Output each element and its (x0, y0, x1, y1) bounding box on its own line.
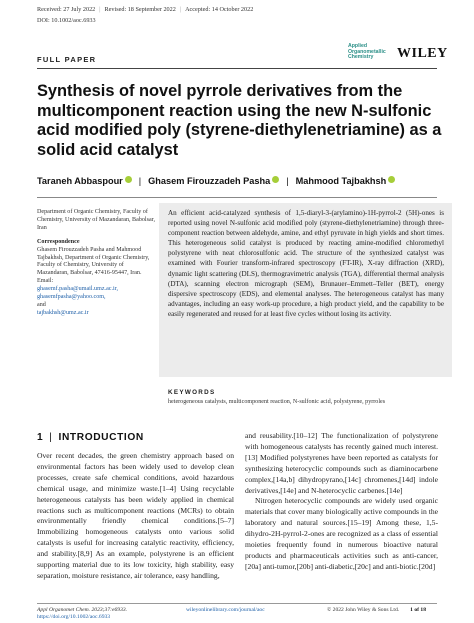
citation-url[interactable]: https://doi.org/10.1002/aoc.6933 (37, 614, 111, 620)
journal-logo: Applied Organometallic Chemistry (348, 43, 386, 61)
author-separator: | (138, 176, 142, 186)
footer-rule (37, 603, 437, 604)
email-label: Email: (37, 278, 54, 285)
date-separator: | (99, 6, 101, 13)
header-rule (37, 68, 437, 69)
journal-website-link[interactable]: wileyonlinelibrary.com/journal/aoc (186, 607, 265, 613)
date-separator: | (179, 6, 182, 13)
intro-paragraph: Nitrogen heterocyclic compounds are widely used organic materials that cover many biologically active compounds in the laboratory and natural sources.[15–19] Among these, 1,5-dihydro-2H-pyrrol-2-ones are recognized as a class of essential moieties frequently found in numerous bioactive natural products and pharmaceuticals activities such as anti-cancer,[20a] anti-tumor,[20b] anti-diabetic,[20c] and anti-biotic.[20d] (245, 496, 438, 571)
email-block (37, 278, 155, 318)
intro-column-right (245, 431, 438, 573)
received-date: Received: 27 July 2022 (37, 6, 96, 13)
author-name: Ghasem Firouzzadeh Pasha (148, 176, 271, 186)
intro-column-left: Over recent decades, the green chemistry approach based on environmental factors has been widely used to develop clean processes, create safe chemical conditions, avoid hazardous chemical usage, and minimize waste.[1–4] Using recyclable heterogeneous catalysts has been widely applied in chemical reactions such as multicomponent reactions (MCRs) to obtain environmentally friendly chemical conditions.[5–7] Immobilizing homogeneous catalysts onto various solid catalysts is useful for increasing catalytic reactivity, efficiency, and stability.[8,9] As an example, polystyrene is an efficient supporting material due to its low toxicity, high stability, easy separation, moisture resistance, air tolerance, easy handling, (37, 451, 234, 580)
orcid-icon[interactable] (125, 176, 132, 183)
email-and: and (37, 301, 46, 308)
publisher-logo: WILEY (397, 46, 448, 61)
affiliation-block (37, 209, 155, 318)
footer-citation (37, 607, 127, 621)
abstract-box (159, 203, 452, 377)
section-number: 1 (37, 432, 44, 443)
email-link[interactable]: ghasemfpasha@yahoo.com, (37, 294, 106, 301)
author-name: Taraneh Abbaspour (37, 176, 123, 186)
section-title: INTRODUCTION (58, 432, 144, 443)
footer-right (327, 607, 426, 613)
orcid-icon[interactable] (388, 176, 395, 183)
article-dates (37, 6, 253, 13)
keywords-text: heterogeneous catalysts, multicomponent reaction, N-sulfonic acid, polystyrene, pyrroles (168, 399, 386, 405)
author-name: Mahmood Tajbakhsh (295, 176, 387, 186)
revised-date: Revised: 18 September 2022 (104, 6, 176, 13)
citation-text: Appl Organomet Chem. 2023;37:e6933. (37, 607, 128, 613)
article-title: Synthesis of novel pyrrole derivatives from the multicomponent reaction using the new N-sulfonic acid modified poly (styrene-diethylenetriamine) as a solid acid catalyst (37, 82, 442, 159)
author-list (37, 176, 457, 186)
intro-paragraph: and reusability.[10–12] The functionalization of polystyrene with homogeneous catalysts has recently gained much interest.[13] Modified polystyrenes have been reported as catalysts for synthesizing heterocyclic compounds such as diaminocarbene complex,[14a,b] dihydropyrano,[14c] chromenes,[14d] indole derivatives,[14e] and N-heterocyclic carbenes.[14e] (245, 431, 438, 495)
correspondence-label: Correspondence (37, 238, 80, 245)
email-link[interactable]: tajbakhsh@umz.ac.ir (37, 309, 89, 316)
orcid-icon[interactable] (272, 176, 279, 183)
author-separator: | (286, 176, 289, 186)
accepted-date: Accepted: 14 October 2022 (185, 6, 254, 13)
abstract-text: An efficient acid-catalyzed synthesis of 1,5-diaryl-3-(arylamino)-1H-pyrrol-2 (5H)-ones is reported using novel N-sulfonic acid modified poly (styrene-diethylenetriamine) through three-component reaction between aldehyde, amine, and ethyl pyruvate in high yields and short times. This heterogeneous solid catalyst is produced by reacting amine-modified chloromethyl polystyrene with neat chlorosulfonic acid. The structure of the synthesized catalyst was examined with Fourier transform-infrared spectroscopy (FT-IR), X-ray diffraction (XRD), dynamic light scattering (DLS), thermogravimetric analysis (TGA), differential thermal analysis (DTA), scanning electron micrograph (SEM), Brunauer–Emmett–Teller (BET), energy dispersive spectroscopy (EDS), and elemental analyses. The heterogeneous catalyst has many advantages, including an easy work-up procedure, a high product yield, and the capability to be easily regenerated and reused for at least five cycles without losing its activity. (168, 209, 444, 318)
section-heading (37, 432, 144, 443)
correspondence-text: Ghasem Firouzzadeh Pasha and Mahmood Tajbakhsh, Department of Organic Chemistry, Faculty of Chemistry, University of Mazandaran, Babolsar, 47416-95447, Iran. (37, 246, 150, 277)
page-number: 1 of 18 (410, 607, 426, 613)
section-separator: | (49, 432, 53, 443)
article-type: FULL PAPER (37, 55, 97, 64)
keywords-heading: KEYWORDS (168, 389, 216, 396)
doi: DOI: 10.1002/aoc.6933 (37, 17, 96, 24)
department-text: Department of Organic Chemistry, Faculty of Chemistry, University of Mazandaran, Babolsar, Iran (37, 209, 155, 231)
author-rule (37, 197, 437, 198)
copyright-text: © 2022 John Wiley & Sons Ltd. (327, 607, 400, 613)
email-link[interactable]: ghasemf.pasha@umail.umz.ac.ir, (37, 286, 119, 293)
